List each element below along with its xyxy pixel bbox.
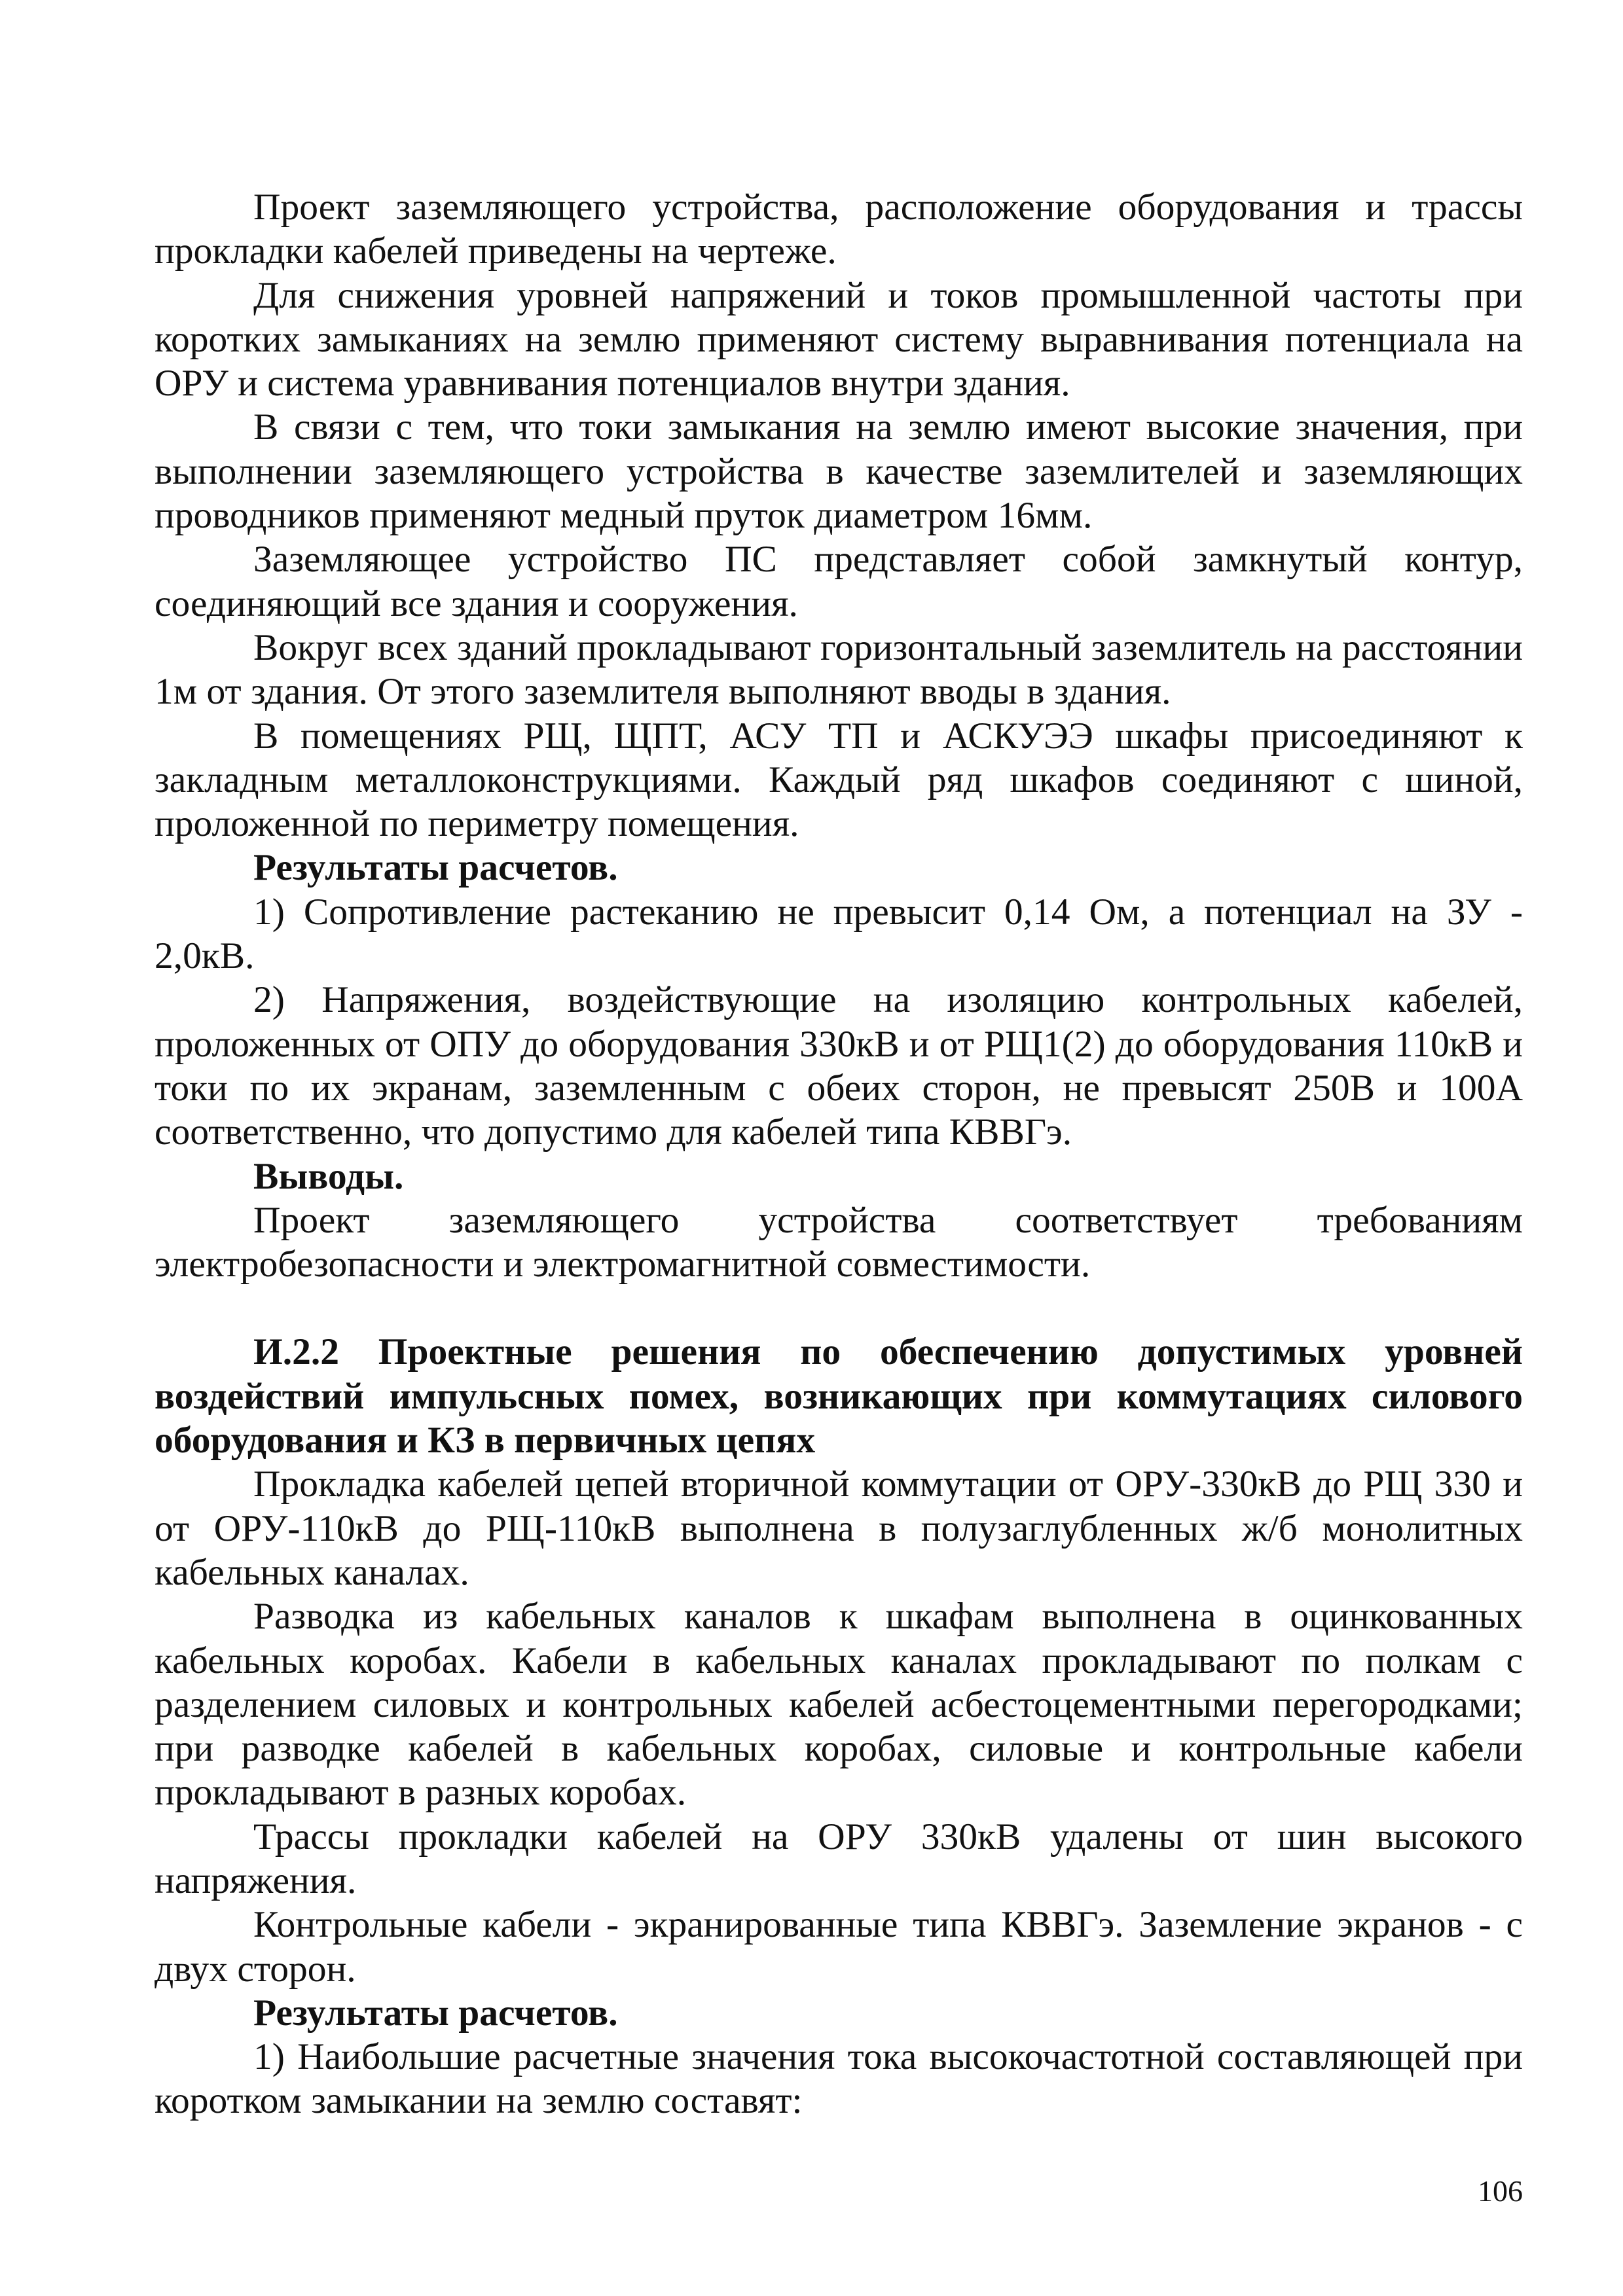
paragraph: Для снижения уровней напряжений и токов промышленной частоты при коротких замыканиях на землю применяют систему выравнивания потенциала на ОРУ и система уравнивания потенциалов внутри здания. bbox=[155, 274, 1523, 404]
paragraph: Трассы прокладки кабелей на ОРУ 330кВ удалены от шин высокого напряжения. bbox=[155, 1816, 1523, 1901]
result-item: 2) Напряжения, воздействующие на изоляцию контрольных кабелей, проложенных от ОПУ до оборудования 330кВ и от РЩ1(2) до оборудования 110кВ и токи по их экранам, заземленным с обеих сторон, не превысят 250В и 100А соответственно, что допустимо для кабелей типа КВВГэ. bbox=[155, 979, 1523, 1153]
results-heading: Результаты расчетов. bbox=[253, 1992, 618, 2034]
paragraph: Контрольные кабели - экранированные типа КВВГэ. Заземление экранов - с двух сторон. bbox=[155, 1904, 1523, 1990]
results-heading: Результаты расчетов. bbox=[253, 847, 618, 889]
conclusions-heading: Выводы. bbox=[253, 1155, 404, 1197]
page-number: 106 bbox=[1478, 2174, 1523, 2208]
paragraph: Разводка из кабельных каналов к шкафам выполнена в оцинкованных кабельных коробах. Кабели в кабельных каналах прокладывают по полкам с разделением силовых и контрольных кабелей асбестоцементными перегородками; при разводке кабелей в кабельных коробах, силовые и контрольные кабели прокладывают в разных коробах. bbox=[155, 1596, 1523, 1814]
paragraph: Прокладка кабелей цепей вторичной коммутации от ОРУ-330кВ до РЩ 330 и от ОРУ-110кВ до РЩ-110кВ выполнена в полузаглубленных ж/б монолитных кабельных каналах. bbox=[155, 1463, 1523, 1593]
paragraph: Заземляющее устройство ПС представляет собой замкнутый контур, соединяющий все здания и сооружения. bbox=[155, 539, 1523, 624]
page-body bbox=[155, 185, 1523, 2123]
paragraph: Вокруг всех зданий прокладывают горизонтальный заземлитель на расстоянии 1м от здания. От этого заземлителя выполняют вводы в здания. bbox=[155, 626, 1523, 713]
section-heading: И.2.2 Проектные решения по обеспечению допустимых уровней воздействий импульсных помех, возникающих при коммутациях силового оборудования и КЗ в первичных цепях bbox=[155, 1331, 1523, 1462]
conclusions-paragraph: Проект заземляющего устройства соответствует требованиям электробезопасности и электромагнитной совместимости. bbox=[155, 1199, 1523, 1285]
paragraph: Проект заземляющего устройства, расположение оборудования и трассы прокладки кабелей приведены на чертеже. bbox=[155, 187, 1523, 272]
result-item: 1) Сопротивление растеканию не превысит 0,14 Ом, а потенциал на ЗУ - 2,0кВ. bbox=[155, 891, 1523, 977]
paragraph: В помещениях РЩ, ЩПТ, АСУ ТП и АСКУЭЭ шкафы присоединяют к закладным металлоконструкциями. Каждый ряд шкафов соединяют с шиной, проложенной по периметру помещения. bbox=[155, 715, 1523, 845]
paragraph: В связи с тем, что токи замыкания на землю имеют высокие значения, при выполнении заземляющего устройства в качестве заземлителей и заземляющих проводников применяют медный пруток диаметром 16мм. bbox=[155, 406, 1523, 537]
result-item: 1) Наибольшие расчетные значения тока высокочастотной составляющей при коротком замыкании на землю составят: bbox=[155, 2036, 1523, 2122]
